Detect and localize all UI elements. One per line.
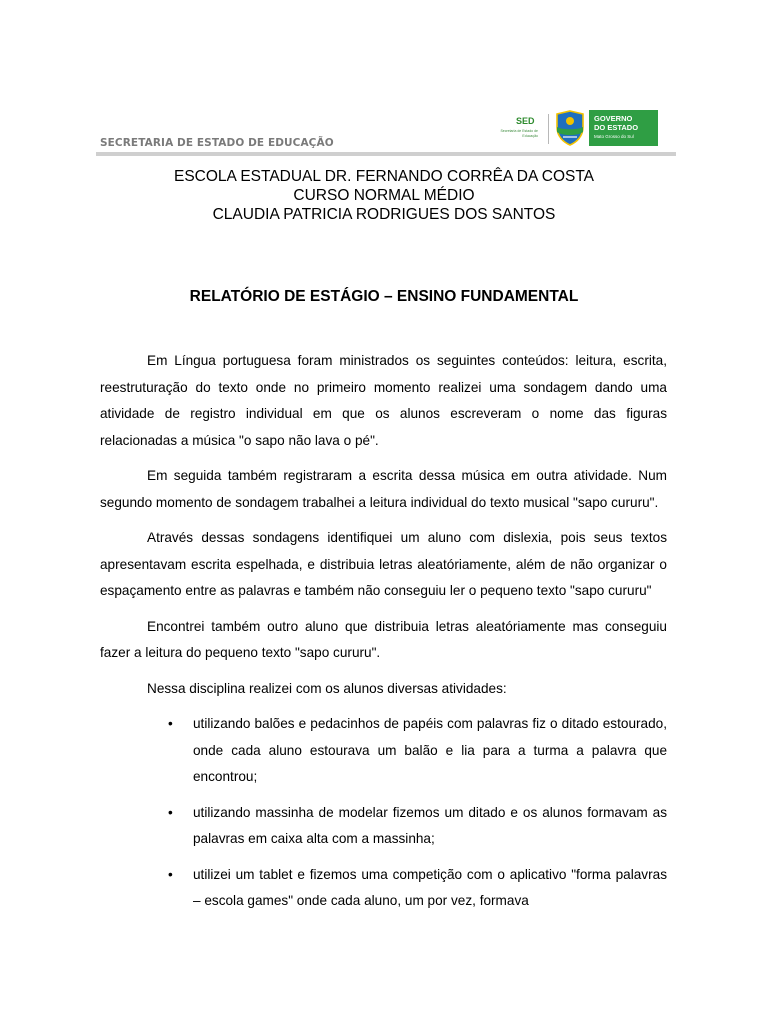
gov-logo-line3: Mato Grosso do Sul: [594, 134, 634, 139]
header-rule: [96, 152, 676, 156]
government-wordmark: [589, 110, 658, 146]
list-item-text: utilizando balões e pedacinhos de papéis com palavras fiz o ditado estourado, onde cada aluno estourava um balão e lia para a turma a palavra que encontrou;: [193, 716, 667, 784]
gov-logo-line1: GOVERNO: [594, 114, 633, 123]
government-logo: [554, 110, 658, 146]
activities-list: [100, 711, 667, 915]
report-body: [100, 348, 667, 924]
bullet-icon: •: [168, 804, 173, 820]
paragraph: Em Língua portuguesa foram ministrados os seguintes conteúdos: leitura, escrita, reestruturação do texto onde no primeiro momento realizei uma sondagem dando uma atividade de registro individual em que os alunos escreveram o nome das figuras relacionadas a música "o sapo não lava o pé".: [100, 353, 667, 448]
bullet-icon: •: [168, 716, 173, 731]
course-name: CURSO NORMAL MÉDIO: [293, 187, 475, 204]
school-name: ESCOLA ESTADUAL DR. FERNANDO CORRÊA DA COSTA: [173, 168, 595, 185]
gov-logo-line2: DO ESTADO: [594, 123, 639, 132]
sed-logo: [494, 110, 552, 146]
bullet-icon: •: [168, 866, 173, 882]
header-secretariat-label: SECRETARIA DE ESTADO DE EDUCAÇÃO: [100, 137, 334, 149]
report-title: RELATÓRIO DE ESTÁGIO – ENSINO FUNDAMENTAL: [189, 288, 579, 305]
list-item-text: utilizei um tablet e fizemos uma competição com o aplicativo "forma palavras – escola games" onde cada aluno, um por vez, formava: [193, 866, 667, 908]
list-item: [100, 800, 667, 853]
letterhead: [96, 96, 676, 158]
paragraph: Nessa disciplina realizei com os alunos diversas atividades:: [147, 680, 507, 696]
paragraph: Através dessas sondagens identifiquei um aluno com dislexia, pois seus textos apresentavam escrita espelhada, e distribuia letras aleatóriamente, além de não organizar o espaçamento entre as palavras e também não conseguiu ler o pequeno texto "sapo cururu": [100, 530, 667, 598]
paragraph: Em seguida também registraram a escrita dessa música em outra atividade. Num segundo momento de sondagem trabalhei a leitura individual do texto musical "sapo cururu".: [100, 468, 667, 510]
list-item: [100, 862, 667, 915]
school-info: [0, 167, 768, 224]
list-item-text: utilizando massinha de modelar fizemos um ditado e os alunos formavam as palavras em caixa alta com a massinha;: [193, 804, 667, 846]
logo-divider: [548, 114, 549, 144]
sed-logo-subtext: Secretaria de Estado de Educação: [500, 129, 538, 138]
student-name: CLAUDIA PATRICIA RODRIGUES DOS SANTOS: [212, 206, 556, 223]
sed-logo-text: SED: [516, 116, 535, 126]
paragraph: Encontrei também outro aluno que distribuia letras aleatóriamente mas conseguiu fazer a leitura do pequeno texto "sapo cururu".: [100, 618, 667, 660]
list-item: [100, 711, 667, 791]
state-seal-icon: [554, 110, 586, 146]
